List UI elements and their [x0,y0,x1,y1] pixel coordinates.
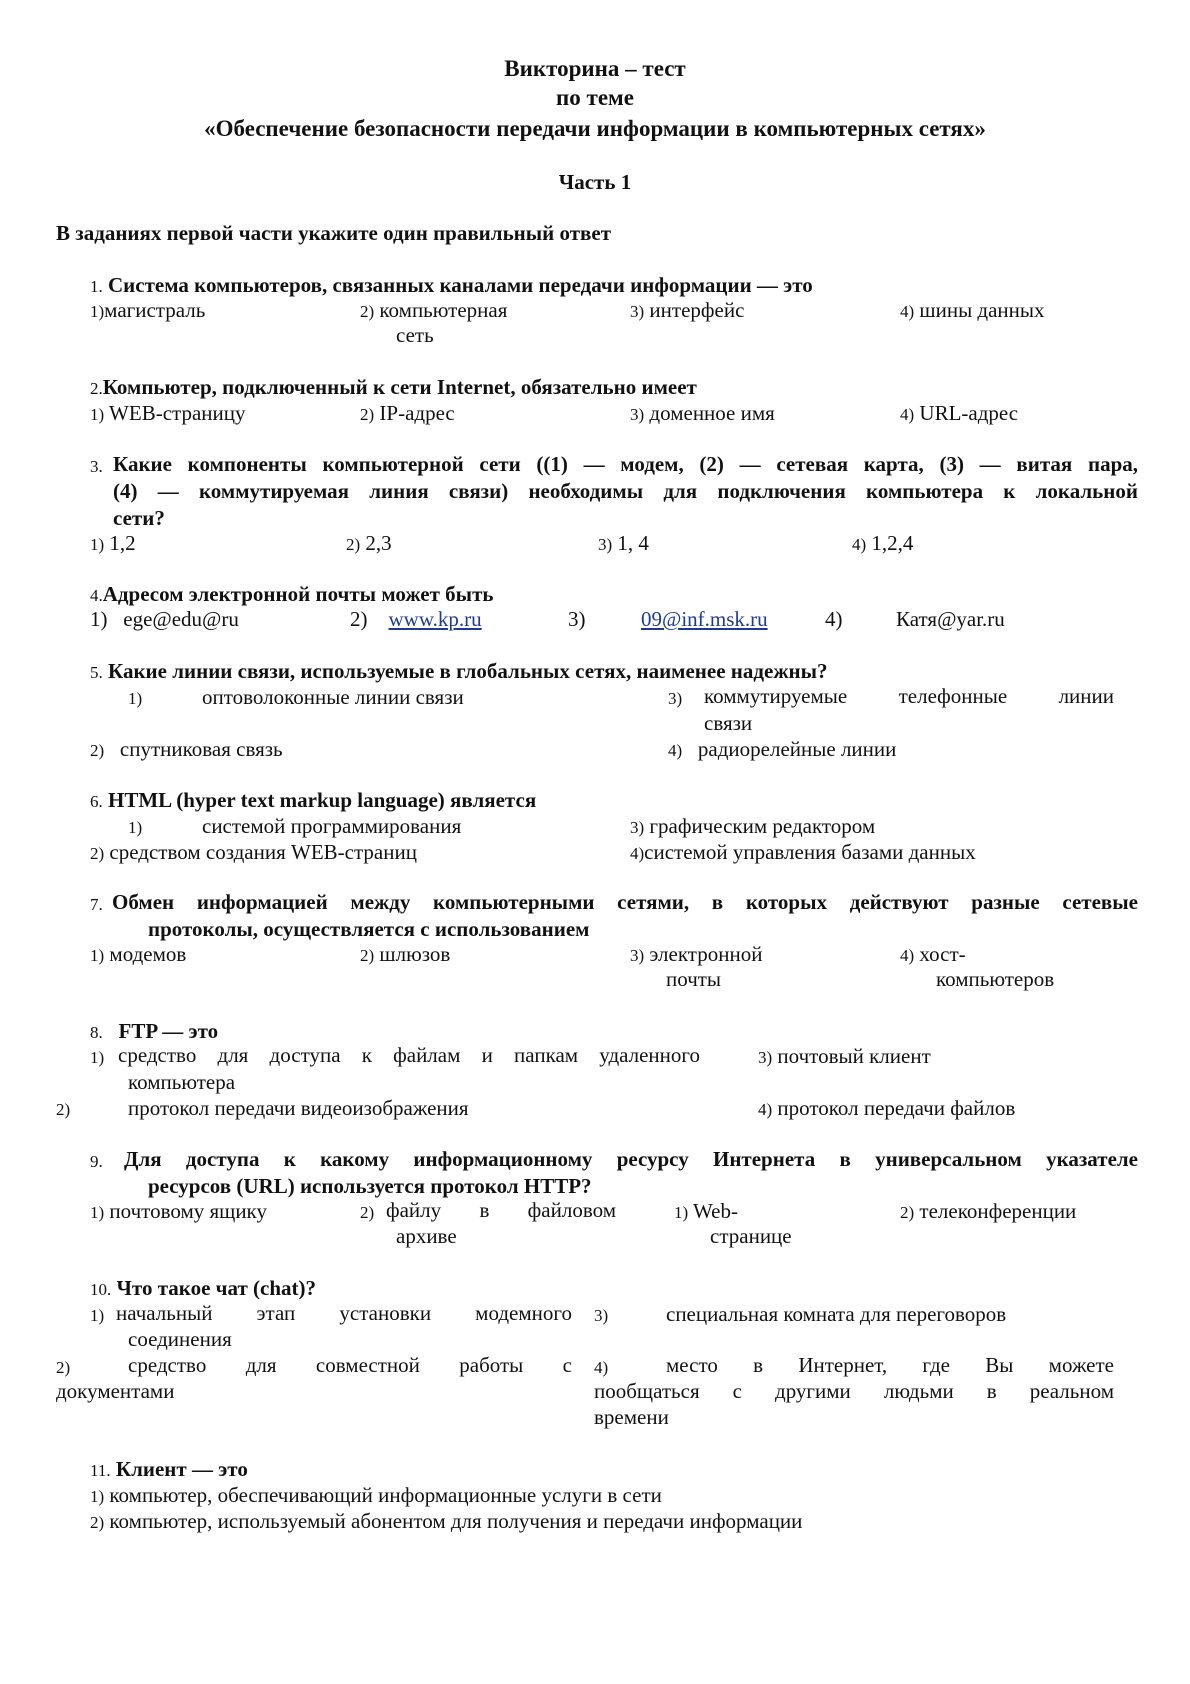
q5-option-2: 2) спутниковая связь [90,737,283,761]
q11-option-2: 2) компьютер, используемый абонентом для получения и передачи информации [90,1509,803,1533]
q7-option-4: 4) хост- [900,942,966,966]
question-text: Система компьютеров, связанных каналами передачи информации — это [108,273,813,297]
q10-option-4-num: 4) [594,1358,609,1377]
question-9-line-2: ресурсов (URL) используется протокол HTTP? [148,1174,592,1198]
q3-option-4: 4) 1,2,4 [852,531,914,555]
q1-option-1: 1)магистраль [90,298,206,322]
title-line-3: «Обеспечение безопасности передачи информации в компьютерных сетях» [204,116,986,141]
question-number: 10. [90,1280,112,1299]
q1-option-2-cont: сеть [396,323,434,347]
q2-option-3: 3) доменное имя [630,401,775,425]
title-line-1: Викторина – тест [504,56,686,81]
q5-option-3: коммутируемые телефонные линии [704,684,1114,708]
q5-option-3-cont: связи [704,711,753,735]
q10-option-4-cont-2: времени [594,1405,669,1429]
q9-option-2-num: 2) [360,1203,375,1222]
question-9-number: 9. [90,1152,103,1171]
q9-option-1: 1) почтовому ящику [90,1199,267,1223]
question-number: 1. [90,277,103,296]
question-7-number: 7. [90,895,103,914]
question-7-line-1: Обмен информацией между компьютерными сетями, в которых действуют разные сетевые [112,890,1138,914]
q8-option-1-num: 1) [90,1048,105,1067]
title-line-2: по теме [556,85,634,110]
part-heading: Часть 1 [558,170,632,194]
question-4 [90,581,494,609]
q8-option-4: 4) протокол передачи файлов [758,1096,1016,1120]
q3-option-2: 2) 2,3 [346,531,392,555]
q2-option-1: 1) WEB-страницу [90,401,246,425]
q10-option-2-num: 2) [56,1358,71,1377]
q10-option-2: средство для совместной работы с [128,1353,572,1377]
q8-option-3: 3) почтовый клиент [758,1044,931,1068]
q1-option-4: 4) шины данных [900,298,1045,322]
q10-option-4-cont-1: пообщаться с другими людьми в реальном [594,1379,1114,1403]
q2-option-4: 4) URL-адрес [900,401,1019,425]
question-5 [90,658,828,686]
q5-option-4: 4) радиорелейные линии [668,737,897,761]
q10-option-3-num: 3) [594,1306,609,1325]
q10-option-3: специальная комната для переговоров [666,1302,1007,1326]
q8-option-2: протокол передачи видеоизображения [128,1096,469,1120]
question-3-line-2: (4) — коммутируемая линия связи) необходимы для подключения компьютера к локальной [113,479,1138,503]
question-number: 6. [90,792,103,811]
q9-option-2-cont: архиве [396,1224,457,1248]
question-11 [90,1456,248,1484]
question-text: Какие линии связи, используемые в глобальных сетях, наименее надежны? [108,659,828,683]
question-1 [90,272,813,300]
question-7-line-2: протоколы, осуществляется с использованием [148,917,590,941]
q2-option-2: 2) IP-адрес [360,401,455,425]
question-number: 5. [90,663,103,682]
q6-option-1: системой программирования [202,814,462,838]
question-number: 8. [90,1023,103,1042]
q8-option-1-cont: компьютера [128,1070,236,1094]
question-3-line-1: Какие компоненты компьютерной сети ((1) — модем, (2) — сетевая карта, (3) — витая пара, [113,452,1138,476]
q3-option-3: 3) 1, 4 [598,531,649,555]
question-number: 2. [90,379,103,398]
question-text: Адресом электронной почты может быть [102,582,494,606]
q10-option-1-num: 1) [90,1306,105,1325]
question-text: Компьютер, подключенный к сети Internet, обязательно имеет [102,375,697,399]
question-text: Клиент — это [115,1457,248,1481]
question-text: Что такое чат (chat)? [116,1276,317,1300]
q9-option-3: 1) Web- [674,1199,738,1223]
question-3-line-3: сети? [113,506,165,530]
q5-option-1-num: 1) [128,689,143,708]
question-text: FTP — это [118,1019,219,1043]
question-2 [90,374,697,402]
q11-option-1: 1) компьютер, обеспечивающий информационные услуги в сети [90,1483,662,1507]
q7-option-1: 1) модемов [90,942,187,966]
q10-option-2-cont: документами [56,1379,175,1403]
q1-option-3: 3) интерфейс [630,298,745,322]
question-text: HTML (hyper text markup language) является [108,788,537,812]
q6-option-3: 3) графическим редактором [630,814,876,838]
q8-option-1: средство для доступа к файлам и папкам удаленного [118,1043,700,1067]
q7-option-3: 3) электронной [630,942,763,966]
question-3-number: 3. [90,457,103,476]
q7-option-3-cont: почты [666,967,722,991]
q10-option-1-cont: соединения [128,1327,232,1351]
q6-option-4: 4)системой управления базами данных [630,840,976,864]
q5-option-1: оптоволоконные линии связи [202,685,464,709]
question-number: 4. [90,586,103,605]
question-6 [90,787,536,815]
q7-option-2: 2) шлюзов [360,942,451,966]
q3-option-1: 1) 1,2 [90,531,136,555]
q9-option-3-cont: странице [710,1224,792,1248]
q6-option-1-num: 1) [128,818,143,837]
q10-option-4: место в Интернет, где Вы можете [666,1353,1114,1377]
q6-option-2: 2) средством создания WEB-страниц [90,840,417,864]
q4-link-www[interactable]: www.kp.ru [388,607,482,631]
q4-option-2: 2) www.kp.ru [350,607,482,631]
question-9-line-1: Для доступа к какому информационному ресурсу Интернета в универсальном указателе [124,1147,1138,1171]
q1-option-2: 2) компьютерная [360,298,508,322]
instruction: В заданиях первой части укажите один правильный ответ [56,221,612,245]
q9-option-4: 2) телеконференции [900,1199,1077,1223]
q8-option-2-num: 2) [56,1100,71,1119]
q9-option-2: файлу в файловом [386,1198,616,1222]
question-10 [90,1275,316,1303]
q10-option-1: начальный этап установки модемного [116,1301,572,1325]
q4-link-email[interactable]: 09@inf.msk.ru [641,607,768,631]
q4-option-4: 4) [825,607,843,631]
q4-option-3: 3) [568,607,586,631]
q4-option-1: 1) ege@edu@ru [90,607,239,631]
q7-option-4-cont: компьютеров [936,967,1055,991]
q4-option-4-text: Катя@yar.ru [896,607,1005,631]
question-number: 11. [90,1461,111,1480]
q5-option-3-num: 3) [668,689,683,708]
